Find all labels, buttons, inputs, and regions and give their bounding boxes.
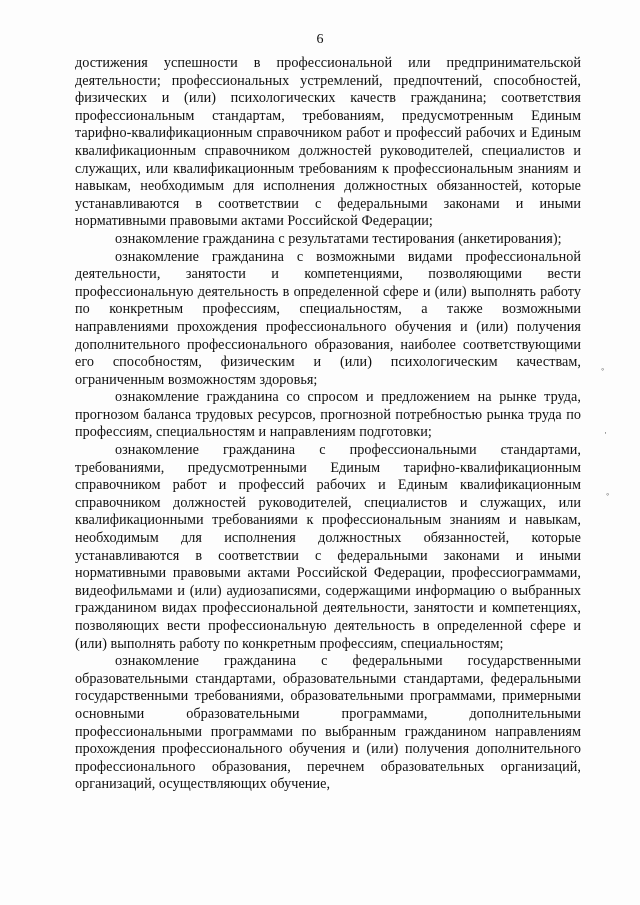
scan-speck: · [604, 428, 607, 438]
paragraph-3: ознакомление гражданина с возможными видами профессиональной деятельности, занятости и компетенциями, позволяющими вести профессиональную деятельность в определенной сфере и (или) выполнять работу по конкретным профессиям, специальностям, а также возможными направлениями прохождения профессионального обучения и (или) получения дополнительного профессионального образования, наиболее соответствующими его способностям, физическим и (или) психологическим качествам, ограниченным возможностям здоровья; [75, 248, 581, 388]
paragraph-6: ознакомление гражданина с федеральными государственными образовательными стандартами, образовательными стандартами, федеральными государственными требованиями, образовательными программами, примерными основными образовательными программами, дополнительными профессиональными программами по выбранным гражданином направлениям прохождения профессионального обучения и (или) получения дополнительного профессионального образования, перечнем образовательных организаций, организаций, осуществляющих обучение, [75, 653, 581, 793]
document-body [75, 55, 581, 794]
paragraph-4: ознакомление гражданина со спросом и предложением на рынке труда, прогнозом баланса трудовых ресурсов, прогнозной потребностью рынка труда по профессиям, специальностям и направлениям подготовки; [75, 389, 581, 441]
paragraph-2: ознакомление гражданина с результатами тестирования (анкетирования); [115, 230, 562, 247]
paragraph-1: достижения успешности в профессиональной или предпринимательской деятельности; профессиональных устремлений, предпочтений, способностей, физических и (или) психологических качеств гражданина; соответствия профессиональным стандартам, требованиям, предусмотренным Единым тарифно-квалификационным справочником работ и профессий рабочих и Единым квалификационным справочником должностей руководителей, специалистов и служащих, или квалификационным требованиям к профессиональным знаниям и навыкам, необходимым для исполнения должностных обязанностей, которые устанавливаются в соответствии с федеральными законами и иными нормативными правовыми актами Российской Федерации; [75, 55, 581, 230]
page-number: 6 [316, 32, 324, 47]
paragraph-5: ознакомление гражданина с профессиональными стандартами, требованиями, предусмотренными Единым тарифно-квалификационным справочником работ и профессий рабочих и Единым квалификационным справочником должностей руководителей, специалистов и служащих, или квалификационными требованиями к профессиональным знаниям и навыкам, необходимым для исполнения должностных обязанностей, которые устанавливаются в соответствии с федеральными законами и иными нормативными правовыми актами Российской Федерации, профессиограммами, видеофильмами и (или) аудиозаписями, содержащими информацию о выбранных гражданином видах профессиональной деятельности, занятости и компетенциях, позволяющих вести профессиональную деятельность в определенной сфере и (или) выполнять работу по конкретным профессиям, специальностям; [75, 442, 581, 652]
scan-speck: ◦ [601, 364, 605, 374]
scan-speck: ◦ [606, 489, 610, 499]
